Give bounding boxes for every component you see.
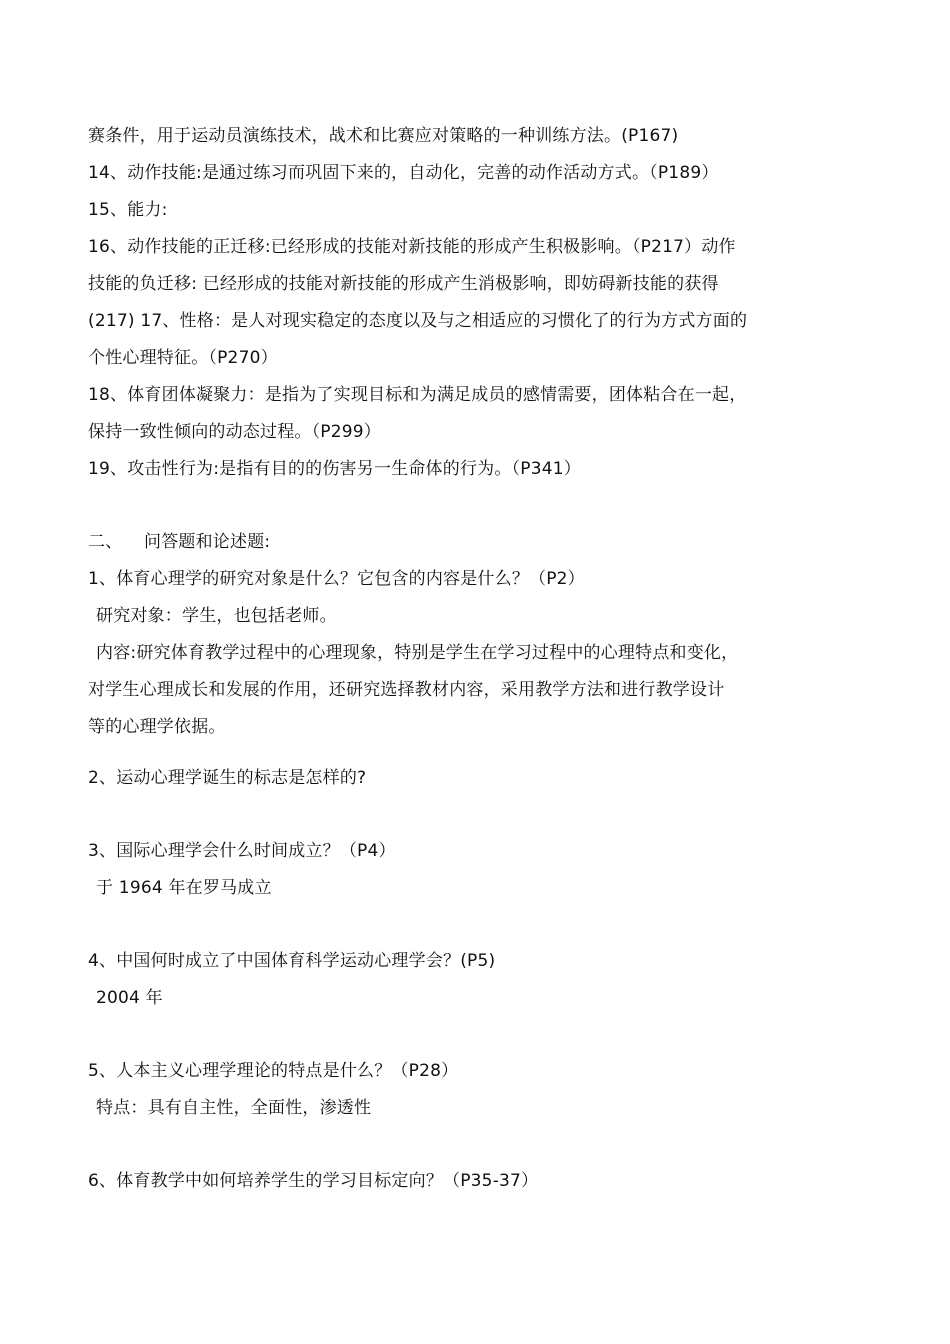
definition-18-line-2: 保持一致性倾向的动态过程。（P299）: [88, 422, 381, 442]
definition-13-continued: 赛条件，用于运动员演练技术，战术和比赛应对策略的一种训练方法。(P167): [88, 126, 679, 146]
definition-17-line-2: 个性心理特征。（P270）: [88, 348, 278, 368]
definition-16-line-2: 技能的负迁移: 已经形成的技能对新技能的形成产生消极影响，即妨碍新技能的获得: [88, 274, 719, 294]
answer-1-content-line-1: 内容:研究体育教学过程中的心理现象，特别是学生在学习过程中的心理特点和变化，: [96, 643, 739, 663]
definition-19: 19、攻击性行为:是指有目的的伤害另一生命体的行为。（P341）: [88, 459, 581, 479]
definition-14: 14、动作技能:是通过练习而巩固下来的，自动化，完善的动作活动方式。（P189）: [88, 163, 719, 183]
definition-16-line-1: 16、动作技能的正迁移:已经形成的技能对新技能的形成产生积极影响。（P217）动作: [88, 237, 736, 257]
answer-5: 特点：具有自主性，全面性，渗透性: [96, 1098, 372, 1118]
question-3: 3、国际心理学会什么时间成立？（P4）: [88, 841, 396, 861]
section-heading: [88, 524, 828, 561]
section-number: 二、: [88, 532, 123, 552]
answer-1-content-line-2: 对学生心理成长和发展的作用，还研究选择教材内容，采用教学方法和进行教学设计: [88, 680, 725, 700]
answer-4: 2004 年: [96, 988, 163, 1008]
spacer: [88, 907, 828, 943]
answer-3: 于 1964 年在罗马成立: [96, 878, 272, 898]
definition-17-line-1: (217) 17、性格：是人对现实稳定的态度以及与之相适应的习惯化了的行为方式方面的: [88, 311, 748, 331]
definition-15: 15、能力:: [88, 200, 168, 220]
spacer: [88, 797, 828, 833]
definition-18-line-1: 18、体育团体凝聚力：是指为了实现目标和为满足成员的感情需要，团体粘合在一起，: [88, 385, 747, 405]
spacer: [88, 746, 828, 760]
spacer: [88, 1017, 828, 1053]
spacer: [88, 488, 828, 524]
question-6: 6、体育教学中如何培养学生的学习目标定向？（P35-37）: [88, 1171, 539, 1191]
question-1: 1、体育心理学的研究对象是什么？它包含的内容是什么？（P2）: [88, 569, 585, 589]
spacer: [88, 1127, 828, 1163]
answer-1-object: 研究对象：学生，也包括老师。: [96, 606, 337, 626]
question-5: 5、人本主义心理学理论的特点是什么？（P28）: [88, 1061, 459, 1081]
document-page: [88, 118, 828, 1200]
answer-1-content-line-3: 等的心理学依据。: [88, 717, 226, 737]
question-4: 4、中国何时成立了中国体育科学运动心理学会？(P5): [88, 951, 496, 971]
question-2: 2、运动心理学诞生的标志是怎样的?: [88, 768, 367, 788]
section-title: 问答题和论述题:: [144, 532, 271, 552]
